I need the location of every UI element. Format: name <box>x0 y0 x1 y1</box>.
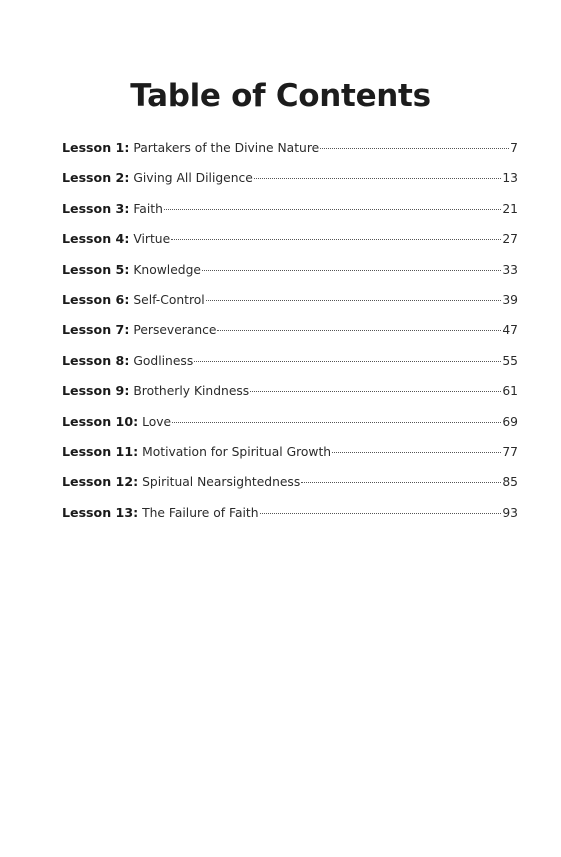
toc-entry-lesson-13[interactable] <box>62 504 518 534</box>
dot-leader <box>254 178 501 179</box>
lesson-number: Lesson 4: <box>62 231 130 247</box>
page-title: Table of Contents <box>130 78 431 114</box>
lesson-title: Perseverance <box>133 323 217 338</box>
page-number: 93 <box>502 505 518 520</box>
lesson-number: Lesson 8: <box>62 352 130 368</box>
page-number: 77 <box>502 444 518 459</box>
toc-entry-lesson-12[interactable] <box>62 473 518 503</box>
dot-leader <box>164 209 501 210</box>
lesson-number: Lesson 10: <box>62 413 139 429</box>
page-number: 7 <box>510 141 518 155</box>
lesson-title: Godliness <box>133 353 194 368</box>
lesson-title: Giving All Diligence <box>133 171 253 186</box>
page-number: 47 <box>502 323 518 338</box>
lesson-title: Brotherly Kindness <box>133 384 250 399</box>
lesson-title: Virtue <box>133 232 171 247</box>
toc-entry-lesson-5[interactable] <box>62 261 518 291</box>
lesson-number: Lesson 7: <box>62 322 130 338</box>
lesson-title: Spiritual Nearsightedness <box>142 475 301 490</box>
lesson-number: Lesson 12: <box>62 474 139 490</box>
dot-leader <box>194 361 501 362</box>
lesson-number: Lesson 3: <box>62 200 130 216</box>
page-number: 39 <box>502 292 518 307</box>
page-number: 55 <box>502 353 518 368</box>
page-number: 85 <box>502 475 518 490</box>
lesson-title: Knowledge <box>133 262 201 277</box>
page-number: 61 <box>502 384 518 399</box>
table-of-contents <box>62 139 518 534</box>
toc-entry-lesson-2[interactable] <box>62 169 518 199</box>
dot-leader <box>171 239 501 240</box>
dot-leader <box>217 330 501 331</box>
toc-entry-lesson-10[interactable] <box>62 413 518 443</box>
toc-entry-lesson-6[interactable] <box>62 291 518 321</box>
dot-leader <box>301 482 501 483</box>
lesson-number: Lesson 9: <box>62 383 130 399</box>
toc-entry-lesson-4[interactable] <box>62 230 518 260</box>
toc-entry-lesson-8[interactable] <box>62 352 518 382</box>
toc-entry-lesson-7[interactable] <box>62 321 518 351</box>
dot-leader <box>320 148 509 149</box>
dot-leader <box>332 452 501 453</box>
lesson-title: Love <box>142 414 172 429</box>
toc-entry-lesson-3[interactable] <box>62 200 518 230</box>
lesson-number: Lesson 1: <box>62 140 130 155</box>
dot-leader <box>250 391 501 392</box>
toc-entry-lesson-11[interactable] <box>62 443 518 473</box>
dot-leader <box>206 300 502 301</box>
lesson-title: Self-Control <box>133 292 205 307</box>
lesson-title: Motivation for Spiritual Growth <box>142 444 332 459</box>
lesson-number: Lesson 2: <box>62 170 130 186</box>
page-number: 27 <box>502 232 518 247</box>
toc-entry-lesson-1[interactable] <box>62 139 518 169</box>
dot-leader <box>172 422 501 423</box>
lesson-title: Partakers of the Divine Nature <box>133 141 320 155</box>
page-number: 69 <box>502 414 518 429</box>
lesson-title: Faith <box>133 201 163 216</box>
page-number: 13 <box>502 171 518 186</box>
page-number: 33 <box>502 262 518 277</box>
toc-entry-lesson-9[interactable] <box>62 382 518 412</box>
dot-leader <box>202 270 501 271</box>
lesson-number: Lesson 6: <box>62 291 130 307</box>
page-number: 21 <box>502 201 518 216</box>
dot-leader <box>260 513 502 514</box>
lesson-number: Lesson 13: <box>62 504 139 520</box>
lesson-number: Lesson 11: <box>62 443 139 459</box>
lesson-number: Lesson 5: <box>62 261 130 277</box>
lesson-title: The Failure of Faith <box>142 505 259 520</box>
